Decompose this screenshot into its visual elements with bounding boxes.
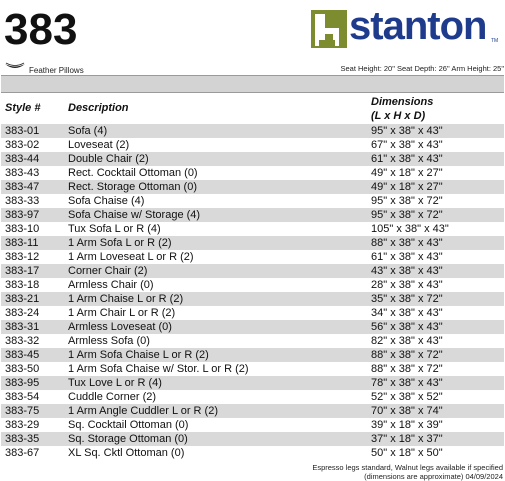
table-row [1,404,504,418]
dimensions-cell: 78" x 38" x 43" [371,377,443,389]
description-cell: Tux Sofa L or R (4) [68,223,161,235]
style-cell: 383-35 [5,433,40,445]
col-description-header: Description [68,102,129,114]
description-cell: 1 Arm Chair L or R (2) [68,307,176,319]
table-row [1,222,504,236]
table-row [1,376,504,390]
description-cell: XL Sq. Cktl Ottoman (0) [68,447,185,459]
style-cell: 383-33 [5,195,40,207]
style-cell: 383-44 [5,153,40,165]
dimensions-cell: 61" x 38" x 43" [371,153,443,165]
style-cell: 383-47 [5,181,40,193]
description-cell: 1 Arm Chaise L or R (2) [68,293,184,305]
dimensions-cell: 39" x 18" x 39" [371,419,443,431]
dimensions-cell: 82" x 38" x 43" [371,335,443,347]
table-row [1,166,504,180]
style-cell: 383-43 [5,167,40,179]
description-cell: Rect. Storage Ottoman (0) [68,181,197,193]
dimensions-cell: 49" x 18" x 27" [371,167,443,179]
table-row [1,278,504,292]
style-cell: 383-97 [5,209,40,221]
description-cell: Sq. Storage Ottoman (0) [68,433,188,445]
dimensions-cell: 35" x 38" x 72" [371,293,443,305]
dimensions-cell: 88" x 38" x 72" [371,349,443,361]
style-cell: 383-50 [5,363,40,375]
col-style-header: Style # [5,102,41,114]
style-cell: 383-18 [5,279,40,291]
style-cell: 383-95 [5,377,40,389]
table-row [1,250,504,264]
table-row [1,208,504,222]
footer-note: Espresso legs standard, Walnut legs available if specified [312,463,503,472]
style-cell: 383-31 [5,321,40,333]
style-cell: 383-29 [5,419,40,431]
dimensions-cell: 43" x 38" x 43" [371,265,443,277]
feather-pillow-icon [4,60,26,72]
table-row [1,306,504,320]
description-cell: 1 Arm Sofa L or R (2) [68,237,172,249]
logo-wordmark: stanton [349,4,487,48]
dimensions-cell: 34" x 38" x 43" [371,307,443,319]
stanton-logo [311,4,499,50]
dimensions-title: Dimensions [371,96,434,108]
table-header [1,93,504,125]
dimensions-cell: 61" x 38" x 43" [371,251,443,263]
table-row [1,152,504,166]
description-cell: Sofa Chaise (4) [68,195,145,207]
dimensions-cell: 37" x 18" x 37" [371,433,443,445]
table-row [1,292,504,306]
pillow-label: Feather Pillows [29,66,84,75]
description-cell: Double Chair (2) [68,153,149,165]
description-cell: Cuddle Corner (2) [68,391,157,403]
table-row [1,320,504,334]
table-row [1,264,504,278]
dimensions-cell: 67" x 38" x 43" [371,139,443,151]
description-cell: 1 Arm Sofa Chaise w/ Stor. L or R (2) [68,363,249,375]
description-cell: Armless Sofa (0) [68,335,150,347]
dimensions-cell: 70" x 38" x 74" [371,405,443,417]
dimensions-cell: 52" x 38" x 52" [371,391,443,403]
table-row [1,432,504,446]
style-cell: 383-12 [5,251,40,263]
table-row [1,138,504,152]
dimensions-cell: 50" x 18" x 50" [371,447,443,459]
table-body [1,124,504,460]
dimensions-cell: 95" x 38" x 72" [371,209,443,221]
dimensions-cell: 56" x 38" x 43" [371,321,443,333]
description-cell: Sofa Chaise w/ Storage (4) [68,209,201,221]
description-cell: 1 Arm Angle Cuddler L or R (2) [68,405,218,417]
style-cell: 383-11 [5,237,39,249]
description-cell: Rect. Cocktail Ottoman (0) [68,167,198,179]
style-cell: 383-32 [5,335,40,347]
table-row [1,124,504,138]
dimensions-cell: 88" x 38" x 43" [371,237,443,249]
style-cell: 383-67 [5,447,40,459]
table-row [1,390,504,404]
table-row [1,180,504,194]
col-dimensions-header [371,95,433,123]
model-number: 383 [4,5,78,54]
description-cell: 1 Arm Sofa Chaise L or R (2) [68,349,209,361]
style-cell: 383-54 [5,391,40,403]
style-cell: 383-45 [5,349,40,361]
style-cell: 383-24 [5,307,40,319]
header-band [1,75,504,93]
style-cell: 383-01 [5,125,40,137]
dimensions-cell: 105" x 38" x 43" [371,223,449,235]
table-row [1,236,504,250]
dimensions-cell: 88" x 38" x 72" [371,363,443,375]
dimensions-cell: 95" x 38" x 72" [371,195,443,207]
dimensions-cell: 28" x 38" x 43" [371,279,443,291]
seat-dimensions: Seat Height: 20" Seat Depth: 26" Arm Height: 25" [340,64,504,73]
table-row [1,334,504,348]
logo-trademark: TM [491,38,499,44]
footer-date: (dimensions are approximate) 04/09/2024 [364,472,503,481]
description-cell: Sofa (4) [68,125,108,137]
style-cell: 383-17 [5,265,40,277]
style-cell: 383-21 [5,293,40,305]
description-cell: Tux Love L or R (4) [68,377,162,389]
chair-logo-icon [311,10,347,48]
table-row [1,362,504,376]
dimensions-units: (L x H x D) [371,110,426,122]
style-cell: 383-02 [5,139,40,151]
description-cell: Armless Chair (0) [68,279,154,291]
dimensions-cell: 95" x 38" x 43" [371,125,443,137]
description-cell: Corner Chair (2) [68,265,148,277]
table-row [1,194,504,208]
table-row [1,348,504,362]
description-cell: 1 Arm Loveseat L or R (2) [68,251,194,263]
style-cell: 383-10 [5,223,40,235]
description-cell: Loveseat (2) [68,139,130,151]
table-row [1,446,504,460]
description-cell: Sq. Cocktail Ottoman (0) [68,419,189,431]
description-cell: Armless Loveseat (0) [68,321,172,333]
dimensions-cell: 49" x 18" x 27" [371,181,443,193]
table-row [1,418,504,432]
style-cell: 383-75 [5,405,40,417]
